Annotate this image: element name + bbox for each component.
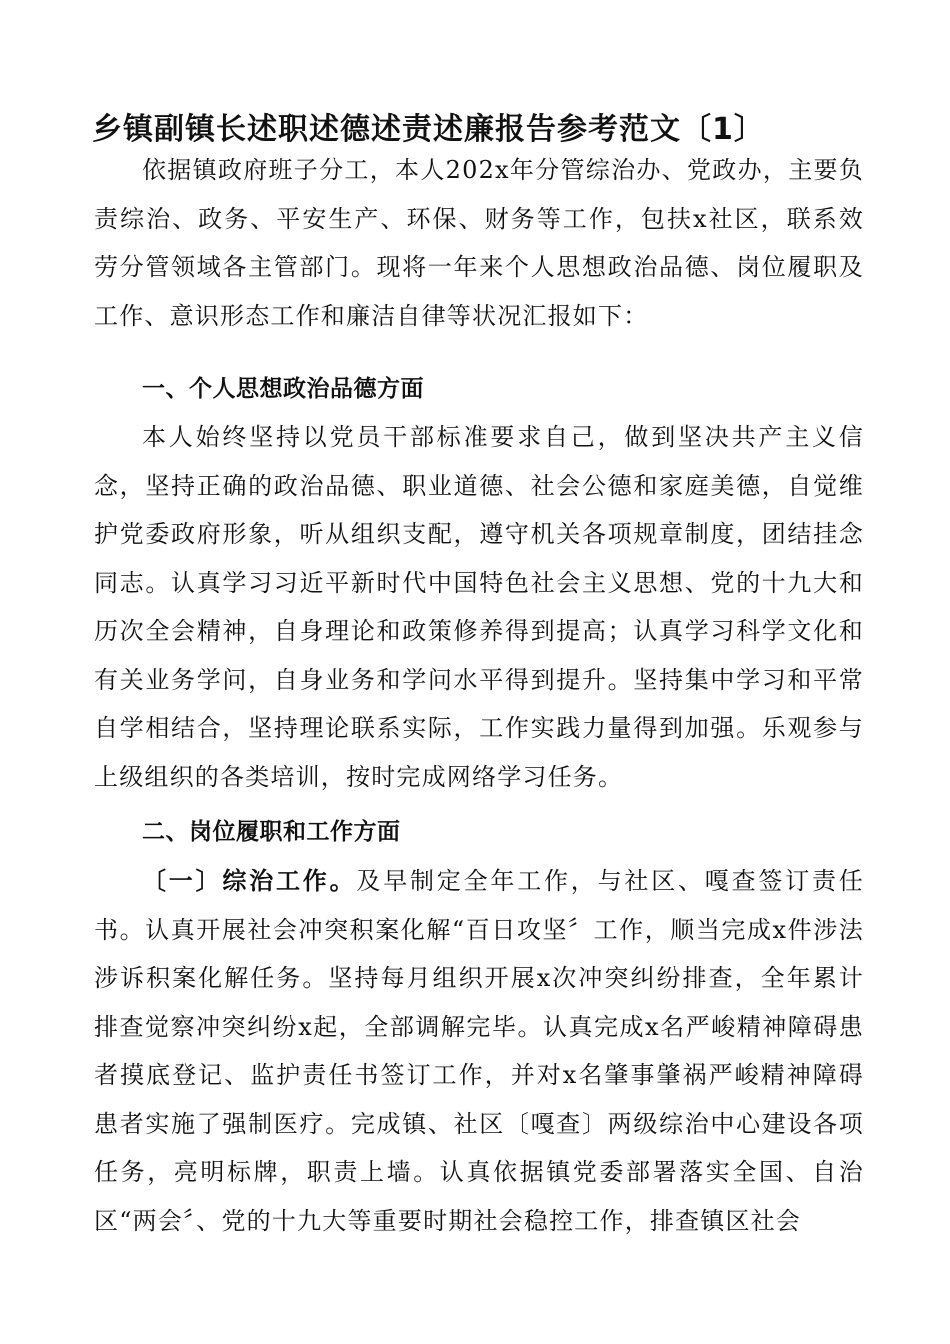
subsection-1-body: 及早制定全年工作，与社区、嘎查签订责任书。认真开展社会冲突积案化解“百日攻坚〞工作，顺当完成x件涉法涉诉积案化解任务。坚持每月组织开展x次冲突纠纷排查，全年累计排查觉察冲突纠纷x起，全部调解完毕。认真完成x名严峻精神障碍患者摸底登记、监护责任书签订工作，并对x名肇事肇祸严峻精神障碍患者实施了强制医疗。完成镇、社区〔嘎查〕两级综治中心建设各项任务，亮明标牌，职责上墙。认真依据镇党委部署落实全国、自治区“两会〞、党的十九大等重要时期社会稳控工作，排查镇区社会 (94, 867, 864, 1235)
intro-text: 依据镇政府班子分工，本人202x年分管综治办、党政办，主要负责综治、政务、平安生产、环保、财务等工作，包扶x社区，联系效劳分管领域各主管部门。现将一年来个人思想政治品德、岗位履职及工作、意识形态工作和廉洁自律等状况汇报如下： (94, 156, 864, 330)
section-2-heading: 二、岗位履职和工作方面 (142, 819, 401, 845)
subsection-1-paragraph (94, 857, 864, 1245)
section-1-heading: 一、个人思想政治品德方面 (142, 376, 424, 402)
section-1-paragraph (94, 413, 864, 801)
subsection-1-lead: 〔一〕综治工作。 (142, 867, 357, 895)
document-title: 乡镇副镇长述职述德述责述廉报告参考范文〔1〕 (92, 112, 765, 147)
subsection-1-text (94, 857, 864, 1245)
intro-paragraph (94, 146, 864, 340)
section-1-text: 本人始终坚持以党员干部标准要求自己，做到坚决共产主义信念，坚持正确的政治品德、职业道德、社会公德和家庭美德，自觉维护党委政府形象，听从组织支配，遵守机关各项规章制度，团结挂念同志。认真学习习近平新时代中国特色社会主义思想、党的十九大和历次全会精神，自身理论和政策修养得到提高；认真学习科学文化和有关业务学问，自身业务和学问水平得到提升。坚持集中学习和平常自学相结合，坚持理论联系实际，工作实践力量得到加强。乐观参与上级组织的各类培训，按时完成网络学习任务。 (94, 423, 864, 791)
